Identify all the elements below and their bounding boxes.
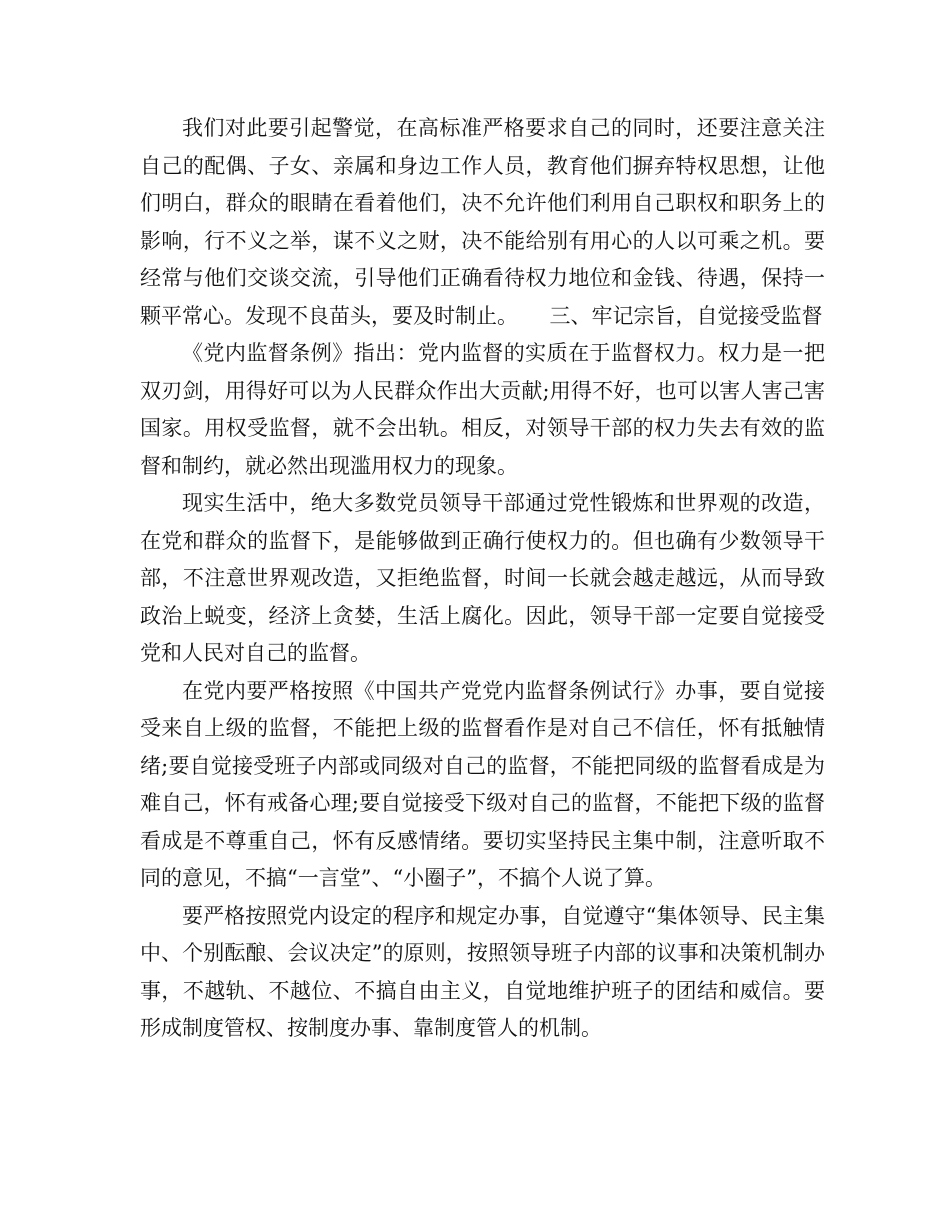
- paragraph-2: 《党内监督条例》指出：党内监督的实质在于监督权力。权力是一把双刃剑，用得好可以为人民群众作出大贡献;用得不好，也可以害人害己害国家。用权受监督，就不会出轨。相反，对领导干部的权力失去有效的监督和制约，就必然出现滥用权力的现象。: [140, 341, 825, 478]
- paragraph-5: 要严格按照党内设定的程序和规定办事，自觉遵守“集体领导、民主集中、个别酝酿、会议决定”的原则，按照领导班子内部的议事和决策机制办事，不越轨、不越位、不搞自由主义，自觉地维护班子的团结和威信。要形成制度管权、按制度办事、靠制度管人的机制。: [140, 903, 825, 1040]
- paragraph-1: 我们对此要引起警觉，在高标准严格要求自己的同时，还要注意关注自己的配偶、子女、亲属和身边工作人员，教育他们摒弃特权思想，让他们明白，群众的眼睛在看着他们，决不允许他们利用自己职权和职务上的影响，行不义之举，谋不义之财，决不能给别有用心的人以可乘之机。要经常与他们交谈交流，引导他们正确看待权力地位和金钱、待遇，保持一颗平常心。发现不良苗头，要及时制止。 三、牢记宗旨，自觉接受监督: [140, 116, 825, 328]
- paragraph-3: 现实生活中，绝大多数党员领导干部通过党性锻炼和世界观的改造，在党和群众的监督下，是能够做到正确行使权力的。但也确有少数领导干部，不注意世界观改造，又拒绝监督，时间一长就会越走越远，从而导致政治上蜕变，经济上贪婪，生活上腐化。因此，领导干部一定要自觉接受党和人民对自己的监督。: [140, 491, 825, 665]
- paragraph-4: 在党内要严格按照《中国共产党党内监督条例试行》办事，要自觉接受来自上级的监督，不能把上级的监督看作是对自己不信任，怀有抵触情绪;要自觉接受班子内部或同级对自己的监督，不能把同级的监督看成是为难自己，怀有戒备心理;要自觉接受下级对自己的监督，不能把下级的监督看成是不尊重自己，怀有反感情绪。要切实坚持民主集中制，注意听取不同的意见，不搞“一言堂”、“小圈子”，不搞个人说了算。: [140, 678, 825, 890]
- document-page: [140, 110, 825, 1048]
